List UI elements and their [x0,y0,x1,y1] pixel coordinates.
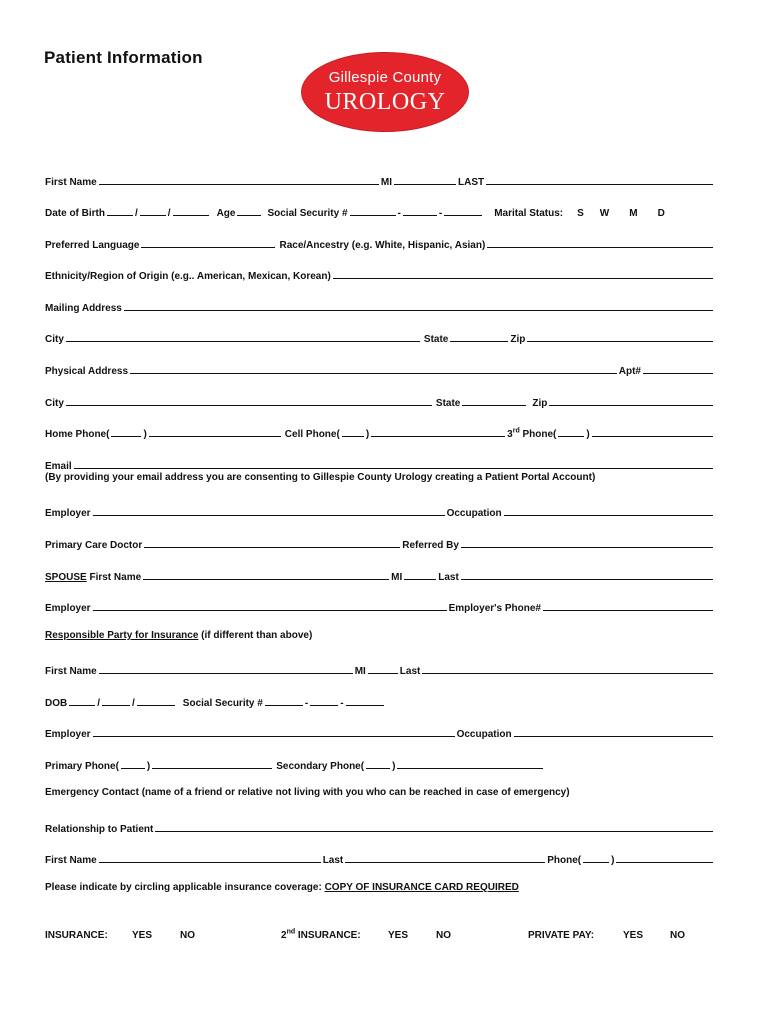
email-field[interactable] [74,458,713,469]
row-physical-address [45,361,715,377]
ssn-part2-field[interactable] [403,205,437,216]
email-consent-note: (By providing your email address you are consenting to Gillespie County Urology creating a Patient Portal Account) [45,472,596,483]
rp-employer-label: Employer [45,729,91,740]
third-phone-field[interactable] [592,426,713,437]
rp-first-name-field[interactable] [99,663,353,674]
occupation-label: Occupation [446,508,502,519]
apt-field[interactable] [643,363,713,374]
email-label: Email [45,461,72,472]
second-insurance-yes-option[interactable]: YES [388,930,409,941]
rp-primary-phone-label: Primary Phone( [45,761,119,772]
row-phones: Home Phone( ) Cell Phone( ) 3rd Phone( ) [45,424,715,440]
rp-ssn-label: Social Security # [182,698,263,709]
mailing-address-label: Mailing Address [45,303,122,314]
zip-label: Zip [532,398,548,409]
rp-dob-day-field[interactable] [102,695,130,706]
ec-phone-label: Phone( [547,855,582,866]
rp-mi-field[interactable] [368,663,398,674]
mailing-zip-field[interactable] [527,331,713,342]
dob-month-field[interactable] [107,205,133,216]
spouse-employer-phone-field[interactable] [543,600,713,611]
ec-phone-area-field[interactable] [583,852,609,863]
spouse-last-label: Last [438,572,459,583]
last-field[interactable] [486,174,713,185]
mailing-city-field[interactable] [66,331,420,342]
city-label: City [45,398,64,409]
rp-last-field[interactable] [422,663,713,674]
ec-last-field[interactable] [345,852,545,863]
row-pcp [45,535,715,551]
private-pay-label: PRIVATE PAY: [528,930,595,941]
rp-first-name-label: First Name [45,666,97,677]
rp-secondary-phone-label: Secondary Phone( [276,761,365,772]
rp-occupation-field[interactable] [514,726,713,737]
pcp-field[interactable] [144,537,400,548]
row-rp-phones: Primary Phone( ) Secondary Phone( ) [45,756,545,772]
rp-occupation-label: Occupation [456,729,512,740]
cell-phone-field[interactable] [371,426,505,437]
last-label: LAST [458,177,485,188]
mi-label: MI [380,177,393,188]
rp-mi-label: MI [354,666,366,677]
spouse-employer-field[interactable] [93,600,447,611]
age-label: Age [216,208,236,219]
logo-line1: Gillespie County [328,69,442,86]
first-name-label: First Name [45,177,97,188]
relationship-label: Relationship to Patient [45,824,154,835]
physical-state-field[interactable] [462,395,526,406]
ssn-part1-field[interactable] [350,205,396,216]
referred-by-field[interactable] [461,537,713,548]
row-language [45,235,715,251]
physical-zip-field[interactable] [549,395,713,406]
rp-dob-month-field[interactable] [69,695,95,706]
marital-option-w[interactable]: W [599,208,610,219]
dob-day-field[interactable] [140,205,166,216]
physical-address-field[interactable] [130,363,617,374]
rp-ssn-part3-field[interactable] [346,695,384,706]
page-title: Patient Information [44,48,203,67]
ec-phone-field[interactable] [616,852,713,863]
ec-first-name-field[interactable] [99,852,321,863]
home-phone-area-field[interactable] [111,426,141,437]
emergency-contact-heading: Emergency Contact (name of a friend or relative not living with you who can be reached in case of emergency) [45,787,570,798]
rp-primary-phone-area-field[interactable] [121,758,145,769]
spouse-mi-field[interactable] [404,569,436,580]
state-label: State [435,398,461,409]
rp-ssn-part1-field[interactable] [265,695,303,706]
row-ethnicity [45,266,715,282]
mi-field[interactable] [394,174,456,185]
marital-option-m[interactable]: M [629,208,638,219]
insurance-no-option[interactable]: NO [180,930,195,941]
rp-secondary-phone-field[interactable] [397,758,543,769]
ec-first-name-label: First Name [45,855,97,866]
rp-employer-field[interactable] [93,726,455,737]
apt-label: Apt# [618,366,641,377]
row-dob: Date of Birth / / Age Social Security # - - Marital Status: S W M D [45,203,715,219]
language-label: Preferred Language [45,240,140,251]
home-phone-field[interactable] [149,426,281,437]
second-insurance-no-option[interactable]: NO [436,930,451,941]
ethnicity-label: Ethnicity/Region of Origin (e.g.. American, Mexican, Korean) [45,271,331,282]
employer-field[interactable] [93,505,445,516]
race-field[interactable] [487,237,713,248]
occupation-field[interactable] [504,505,713,516]
spouse-employer-label: Employer [45,603,91,614]
row-rp-name [45,661,715,677]
ssn-label: Social Security # [267,208,348,219]
physical-city-field[interactable] [66,395,432,406]
zip-label: Zip [510,334,526,345]
home-phone-label: Home Phone( [45,429,110,440]
cell-phone-label: Cell Phone( [284,429,340,440]
dob-label: Date of Birth [45,208,105,219]
state-label: State [423,334,449,345]
language-field[interactable] [141,237,275,248]
cell-phone-area-field[interactable] [342,426,364,437]
pcp-label: Primary Care Doctor [45,540,143,551]
row-relationship [45,819,715,835]
referred-by-label: Referred By [402,540,459,551]
ssn-part3-field[interactable] [444,205,482,216]
city-label: City [45,334,64,345]
third-phone-label: 3rd Phone( [507,427,557,440]
insurance-label: INSURANCE: [45,930,108,941]
marital-option-d[interactable]: D [657,208,665,219]
second-insurance-label: 2nd INSURANCE: [281,928,361,941]
spouse-mi-label: MI [391,572,403,583]
row-patient-name [45,172,715,188]
practice-logo [302,53,468,131]
row-mailing-city [45,329,715,345]
spouse-last-field[interactable] [461,569,713,580]
spouse-first-name-field[interactable] [143,569,389,580]
relationship-field[interactable] [155,821,713,832]
row-spouse-name [45,567,715,583]
insurance-instruction: Please indicate by circling applicable insurance coverage: COPY OF INSURANCE CARD REQUIRED [45,882,519,893]
ethnicity-field[interactable] [333,268,713,279]
rp-ssn-part2-field[interactable] [310,695,338,706]
rp-secondary-phone-area-field[interactable] [366,758,390,769]
ec-last-label: Last [322,855,344,866]
row-spouse-employer [45,598,715,614]
mailing-address-field[interactable] [124,300,713,311]
dob-year-field[interactable] [173,205,209,216]
private-pay-no-option[interactable]: NO [670,930,685,941]
spouse-employer-phone-label: Employer's Phone# [448,603,541,614]
third-phone-area-field[interactable] [558,426,584,437]
insurance-yes-option[interactable]: YES [132,930,153,941]
logo-line2: UROLOGY [324,89,446,115]
private-pay-yes-option[interactable]: YES [623,930,644,941]
row-physical-city [45,393,715,409]
row-mailing-address [45,298,715,314]
rp-primary-phone-field[interactable] [152,758,272,769]
race-label: Race/Ancestry (e.g. White, Hispanic, Asian) [279,240,486,251]
spouse-label: SPOUSE First Name [45,572,142,583]
first-name-field[interactable] [99,174,379,185]
row-email [45,456,715,472]
age-field[interactable] [237,205,261,216]
rp-dob-label: DOB [45,698,68,709]
responsible-party-heading: Responsible Party for Insurance (if different than above) [45,630,313,641]
employer-label: Employer [45,508,91,519]
row-emergency-name: First Name Last Phone( ) [45,850,715,866]
rp-last-label: Last [399,666,421,677]
row-rp-employer [45,724,715,740]
row-rp-dob: DOB / / Social Security # - - [45,693,715,709]
physical-address-label: Physical Address [45,366,129,377]
marital-status-label: Marital Status: [494,208,564,219]
mailing-state-field[interactable] [450,331,508,342]
row-employer [45,503,715,519]
rp-dob-year-field[interactable] [137,695,175,706]
marital-option-s[interactable]: S [577,208,584,219]
